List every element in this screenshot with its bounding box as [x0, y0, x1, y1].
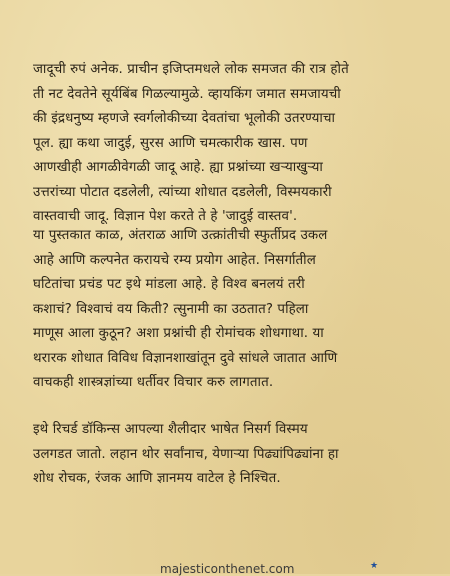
- footer-url: majesticonthenet.com: [160, 562, 295, 576]
- paragraph-author-note: [33, 418, 428, 492]
- paragraph-line: की इंद्रधनुष्य म्हणजे स्वर्गलोकीच्या देवतांचा भूलोकी उतरण्याचा: [33, 111, 336, 126]
- paragraph-line: आहे आणि कल्पनेत करायचे रम्य प्रयोग आहेत. निसर्गातील: [33, 252, 316, 268]
- paragraph-line: वास्तवाची जादू. विज्ञान पेश करते ते हे 'जादुई वास्तव'.: [33, 209, 298, 224]
- paragraph-line: उत्तरांच्या पोटात दडलेली, त्यांच्या शोधात दडलेली, विस्मयकारी: [33, 184, 332, 200]
- star-icon: ★: [370, 561, 379, 571]
- paragraph-line: वाचकही शास्त्रज्ञांच्या धर्तीवर विचार करु लागतात.: [33, 375, 274, 390]
- paragraph-line: शोध रोचक, रंजक आणि ज्ञानमय वाटेल हे निश्चित.: [33, 471, 281, 486]
- paragraph-line: जादूची रुपं अनेक. प्राचीन इजिप्तमधले लोक समजत की रात्र होते: [33, 62, 349, 77]
- paragraph-line: पूल. ह्या कथा जादुई, सुरस आणि चमत्कारीक खास. पण: [33, 135, 308, 151]
- paragraph-intro: [33, 58, 428, 230]
- paragraph-line: आणखीही आगळीवेगळी जादू आहे. ह्या प्रश्नांच्या खऱ्याखुऱ्या: [33, 160, 323, 175]
- paragraph-line: या पुस्तकात काळ, अंतराळ आणि उत्क्रांतीची स्फुर्तीप्रद उकल: [33, 228, 328, 243]
- paragraph-line: थरारक शोधात विविध विज्ञानशाखांतून दुवे सांधले जातात आणि: [33, 350, 338, 366]
- paragraph-book-contents: [33, 224, 428, 396]
- paragraph-line: ती नट देवतेने सूर्यबिंब गिळल्यामुळे. व्हायकिंग जमात समजायची: [33, 86, 341, 102]
- paragraph-line: कशाचं? विश्वाचं वय किती? त्सुनामी का उठतात? पहिला: [33, 301, 309, 317]
- paragraph-line: इथे रिचर्ड डॉकिन्स आपल्या शैलीदार भाषेत निसर्ग विस्मय: [33, 422, 308, 437]
- paragraph-line: माणूस आला कुठून? अशा प्रश्नांची ही रोमांचक शोधगाथा. या: [33, 326, 324, 341]
- paragraph-line: घटितांचा प्रचंड पट इथे मांडला आहे. हे विश्व बनलयं तरी: [33, 277, 305, 292]
- paragraph-line: उलगडत जातो. लहान थोर सर्वांनाच, येणाऱ्या पिढ्यांपिढ्यांना हा: [33, 446, 339, 462]
